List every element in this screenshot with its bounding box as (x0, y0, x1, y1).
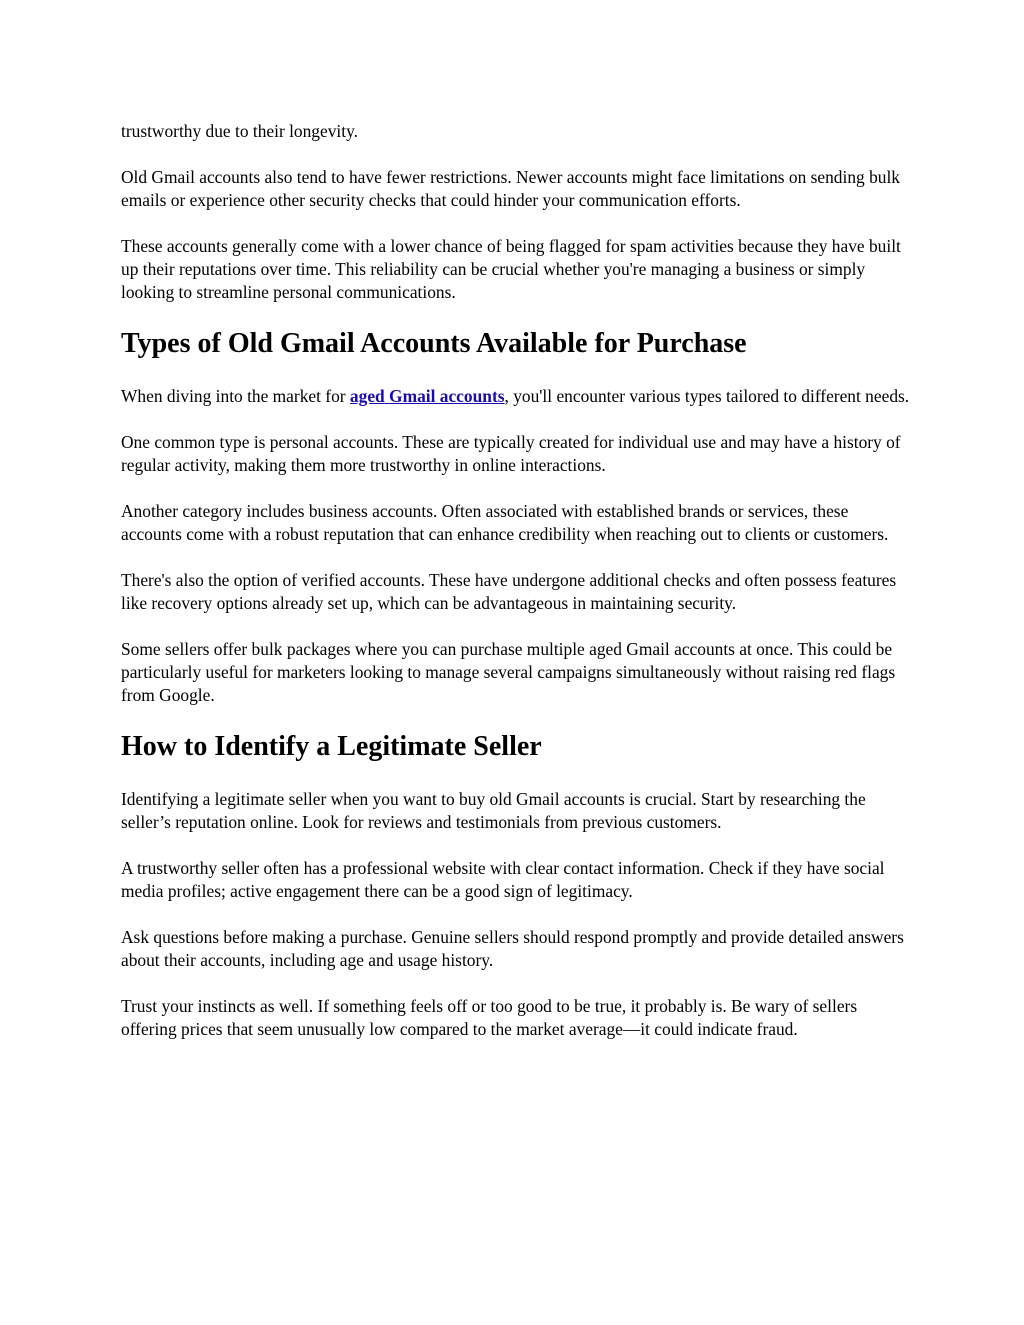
market-intro-text-after: , you'll encounter various types tailored to different needs. (504, 386, 910, 406)
paragraph-ask-questions: Ask questions before making a purchase. Genuine sellers should respond promptly and provide detailed answers about their accounts, including age and usage history. (121, 927, 904, 970)
paragraph-professional-website: A trustworthy seller often has a professional website with clear contact information. Check if they have social media profiles; active engagement there can be a good sign of legitimacy. (121, 858, 885, 901)
market-intro-text-before: When diving into the market for (121, 386, 350, 406)
paragraph-bulk-packages: Some sellers offer bulk packages where you can purchase multiple aged Gmail accounts at once. This could be particularly useful for marketers looking to manage several campaigns simultaneously without raising red flags from Google. (121, 639, 896, 705)
heading-types-of-accounts: Types of Old Gmail Accounts Available for Purchase (121, 328, 747, 359)
paragraph-longevity: trustworthy due to their longevity. (121, 121, 358, 141)
document-page (121, 120, 911, 1064)
paragraph-lower-spam-chance: These accounts generally come with a lower chance of being flagged for spam activities because they have built up their reputations over time. This reliability can be crucial whether you're managing a business or simply looking to streamline personal communications. (121, 236, 901, 302)
heading-identify-seller: How to Identify a Legitimate Seller (121, 731, 542, 762)
paragraph-market-intro (121, 385, 911, 408)
paragraph-trust-instincts: Trust your instincts as well. If something feels off or too good to be true, it probably is. Be wary of sellers offering prices that seem unusually low compared to the market average—it could indicate fraud. (121, 996, 858, 1039)
paragraph-seller-reputation: Identifying a legitimate seller when you want to buy old Gmail accounts is crucial. Start by researching the seller’s reputation online. Look for reviews and testimonials from previous customers. (121, 789, 866, 832)
paragraph-verified-accounts: There's also the option of verified accounts. These have undergone additional checks and often possess features like recovery options already set up, which can be advantageous in maintaining security. (121, 570, 897, 613)
aged-gmail-accounts-link[interactable]: aged Gmail accounts (349, 386, 505, 406)
paragraph-fewer-restrictions: Old Gmail accounts also tend to have fewer restrictions. Newer accounts might face limitations on sending bulk emails or experience other security checks that could hinder your communication efforts. (121, 167, 900, 210)
paragraph-personal-accounts: One common type is personal accounts. These are typically created for individual use and may have a history of regular activity, making them more trustworthy in online interactions. (121, 432, 901, 475)
paragraph-business-accounts: Another category includes business accounts. Often associated with established brands or services, these accounts come with a robust reputation that can enhance credibility when reaching out to clients or customers. (121, 501, 889, 544)
